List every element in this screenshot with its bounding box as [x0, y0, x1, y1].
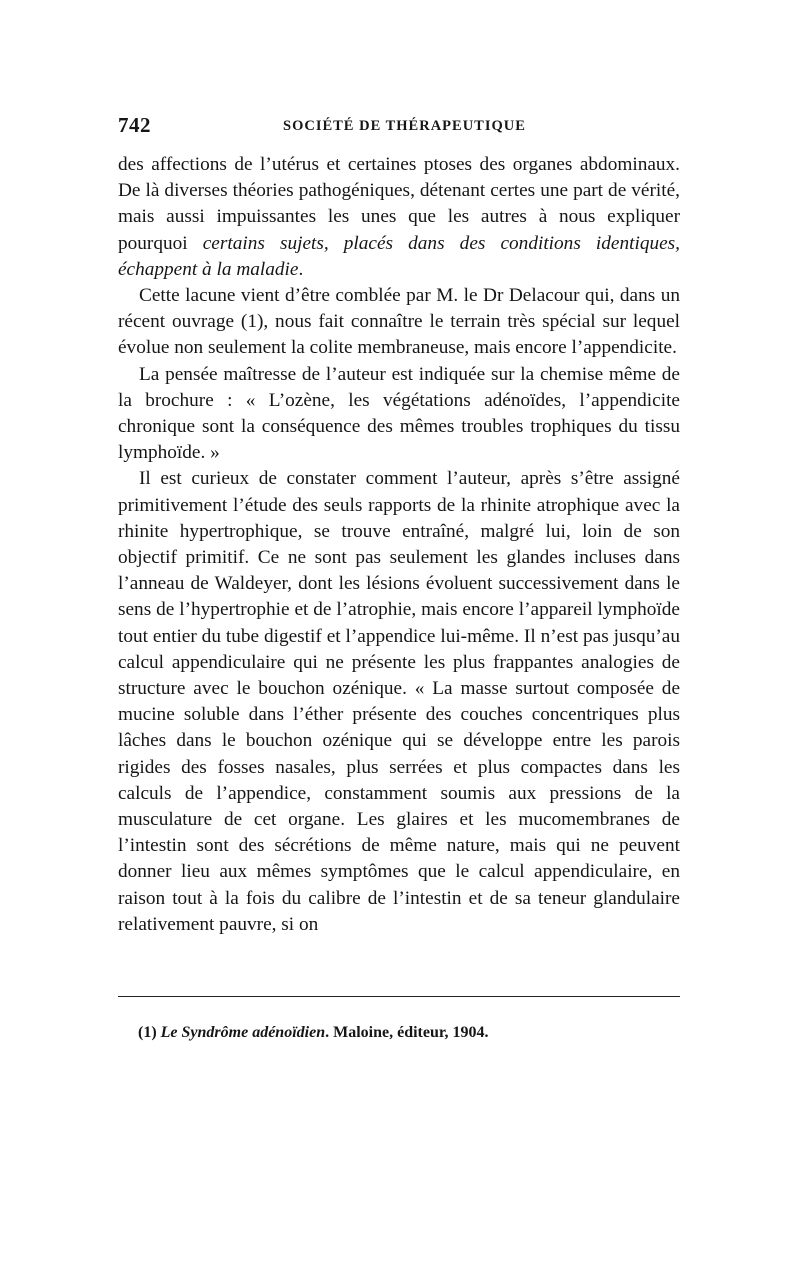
footnote-title: Le Syndrôme adénoïdien: [160, 1024, 326, 1041]
paragraph-1-text-a: des affections de l’utérus et certaines ptoses des organes abdominaux. De là diverses théories pathogéniques, détenant certes une part de vérité, mais aussi impuissantes les unes que les autres à nous expliquer pourquoi: [118, 154, 680, 254]
paragraph-1: [118, 152, 680, 283]
paragraph-3: La pensée maîtresse de l’auteur est indiquée sur la chemise même de la brochure : « L’ozène, les végétations adénoïdes, l’appendicite chronique sont la conséquence des mêmes troubles trophiques du tissu lymphoïde. »: [118, 363, 680, 464]
body-text: [118, 152, 680, 938]
paragraph-4: Il est curieux de constater comment l’auteur, après s’être assigné primitivement l’étude des seuls rapports de la rhinite atrophique avec la rhinite hypertrophique, se trouve entraîné, malgré lui, loin de son objectif primitif. Ce ne sont pas seulement les glandes incluses dans l’anneau de Waldeyer, dont les lésions évoluent successivement dans le sens de l’hypertrophie et de l’atrophie, mais encore l’appareil lymphoïde tout entier du tube digestif et l’appendice lui-même. Il n’est pas jusqu’au calcul appendiculaire qui ne présente les plus frappantes analogies de structure avec le bouchon ozénique. « La masse surtout composée de mucine soluble dans l’éther présente des couches concentriques plus lâches dans le bouchon ozénique qui se développe entre les parois rigides des fosses nasales, plus serrées et plus compactes dans les calculs de l’appendice, constamment soumis aux pressions de la musculature de cet organe. Les glaires et les mucomembranes de l’intestin sont des sécrétions de même nature, mais qui ne peuvent donner lieu aux mêmes symptômes que le calcul appendiculaire, en raison tout à la fois du calibre de l’intestin et de sa teneur glandulaire relativement pauvre, si on: [118, 468, 680, 935]
footnote-rule: [118, 996, 680, 997]
page-number: 742: [118, 113, 151, 137]
page-header: [118, 113, 680, 143]
paragraph-1-italic: certains sujets, placés dans des conditions identiques, échappent à la maladie: [118, 232, 680, 280]
footnote-publisher: . Maloine, éditeur, 1904.: [325, 1024, 489, 1041]
footnote: [138, 1024, 678, 1042]
footnote-marker: (1): [138, 1024, 161, 1041]
paragraph-2: Cette lacune vient d’être comblée par M. le Dr Delacour qui, dans un récent ouvrage (1), nous fait connaître le terrain très spécial sur lequel évolue non seulement la colite membraneuse, mais encore l’appendicite.: [118, 285, 680, 359]
running-title: SOCIÉTÉ DE THÉRAPEUTIQUE: [283, 118, 526, 134]
paragraph-1-text-b: .: [298, 258, 304, 280]
